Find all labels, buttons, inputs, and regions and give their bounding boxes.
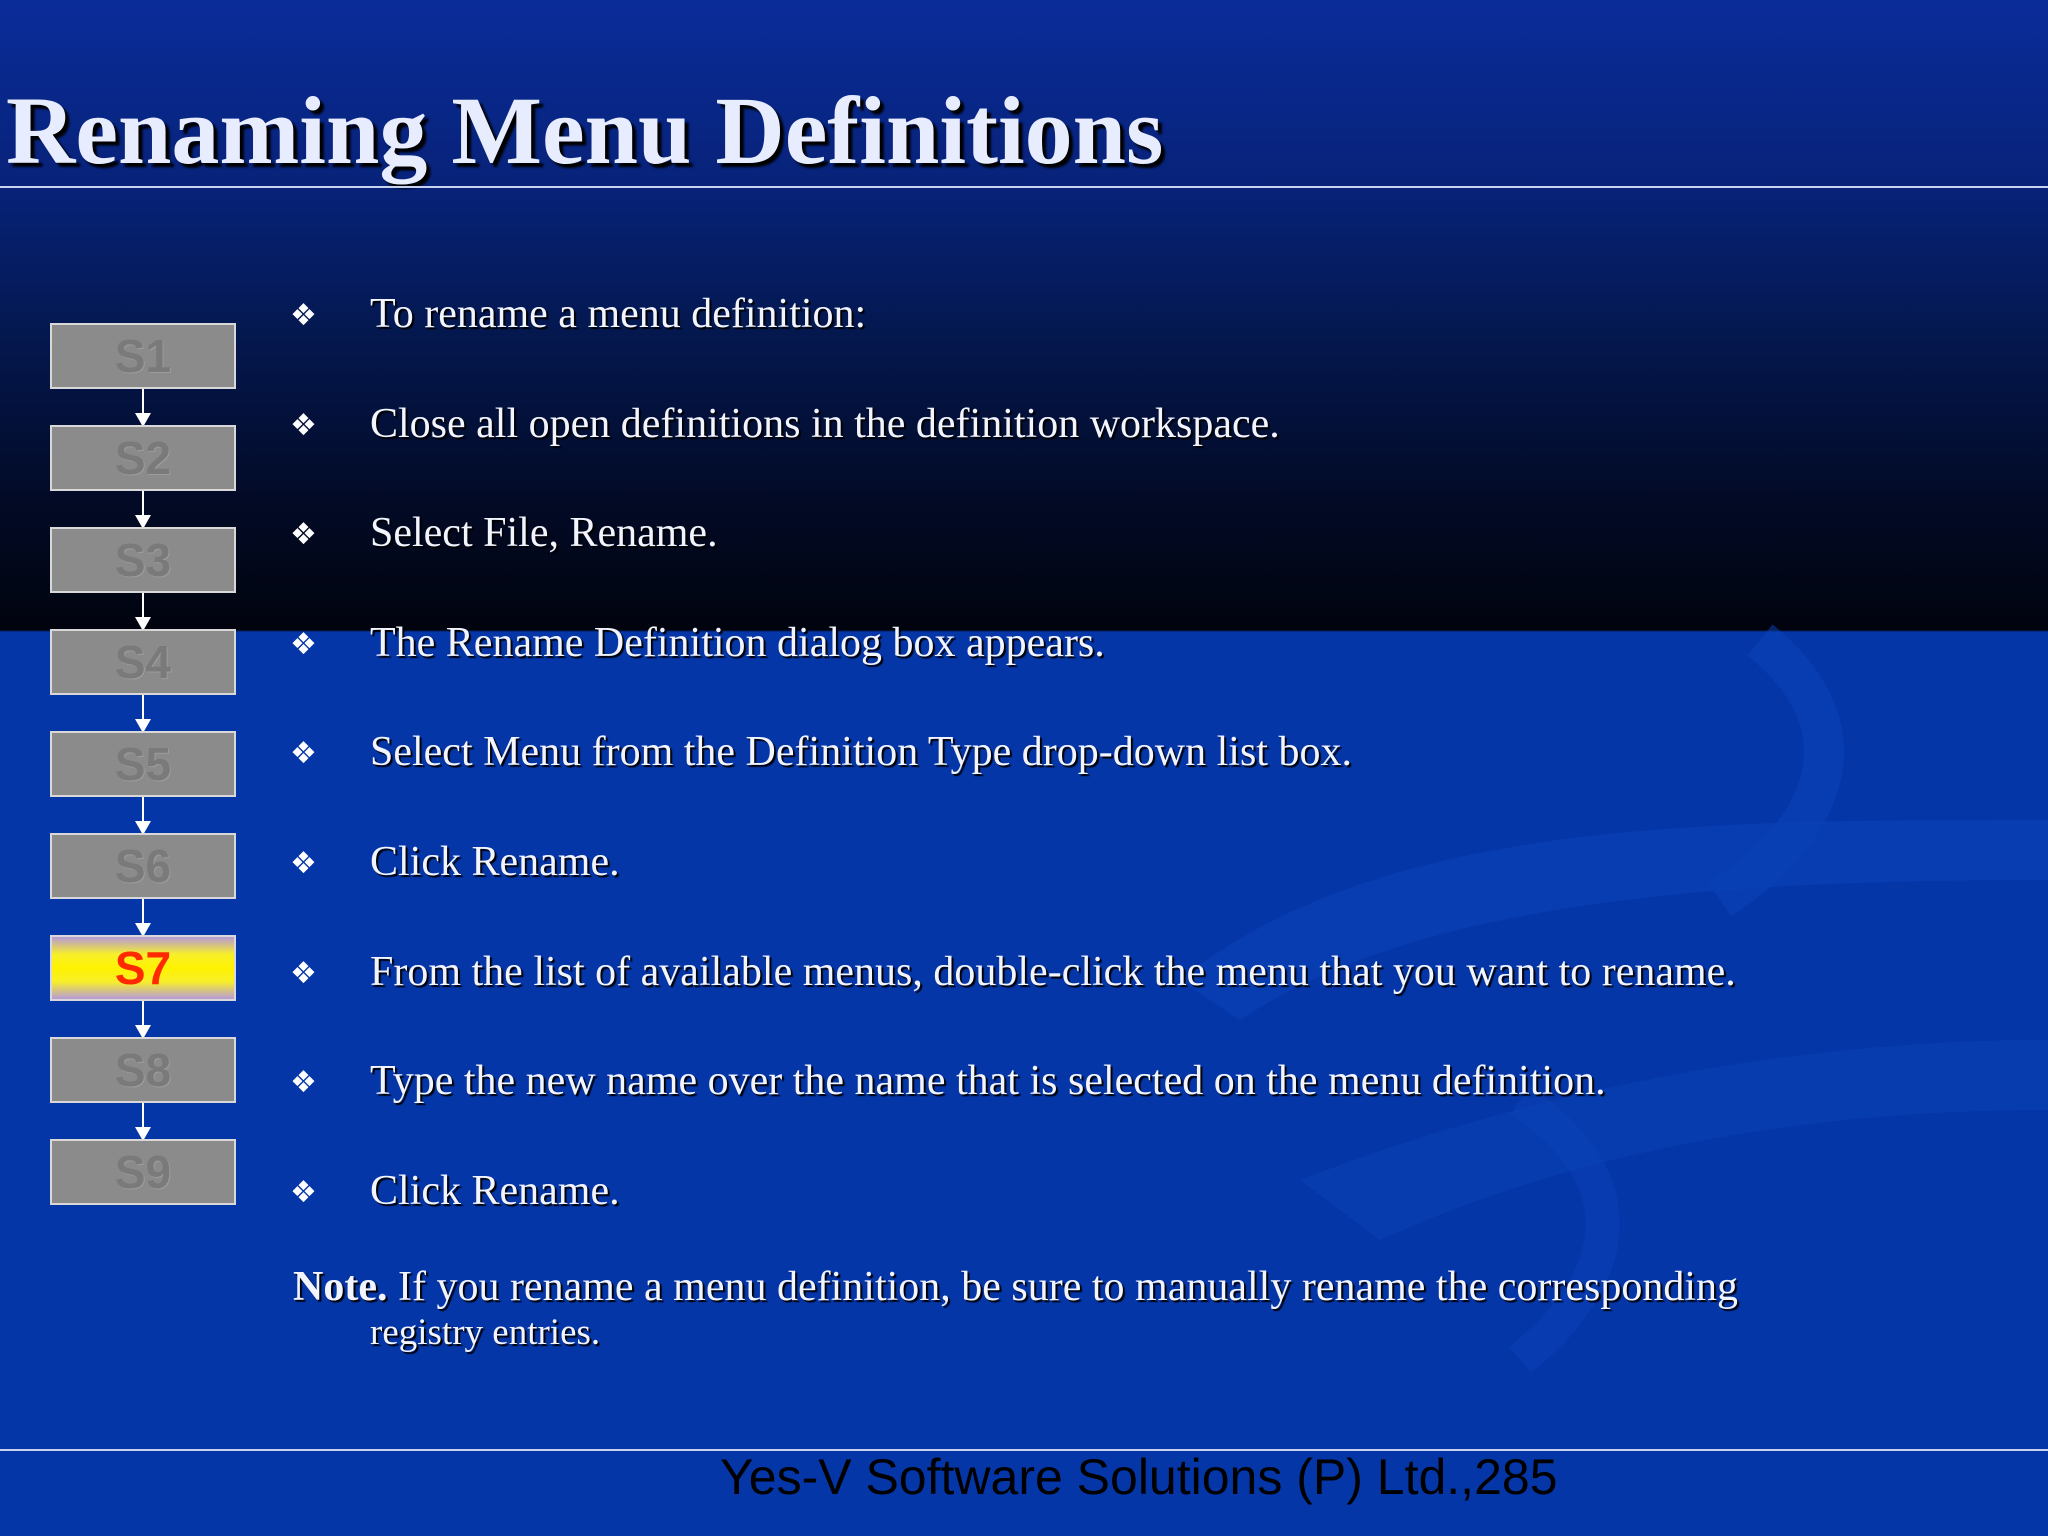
bullet-text: Click Rename. (370, 839, 620, 885)
step-box-s2: S2 (50, 425, 236, 491)
bullet-diamond-icon: ❖ (290, 736, 317, 771)
bullet-text: Select Menu from the Definition Type drop-down list box. (370, 729, 1352, 775)
bullet-text: Click Rename. (370, 1168, 620, 1214)
step-box-s8: S8 (50, 1037, 236, 1103)
step-arrow (142, 695, 144, 731)
bullet-text: To rename a menu definition: (370, 291, 867, 337)
step-box-s7: S7 (50, 935, 236, 1001)
note-text-line2: registry entries. (370, 1312, 601, 1353)
title-divider (0, 186, 2048, 188)
note-paragraph (293, 1264, 1853, 1356)
slide-title: Renaming Menu Definitions (6, 77, 1164, 184)
bullet-text: Close all open definitions in the definition workspace. (370, 401, 1280, 447)
bullet-diamond-icon: ❖ (290, 1175, 317, 1210)
step-arrow (142, 389, 144, 425)
bullet-text: Select File, Rename. (370, 510, 718, 556)
step-box-s3: S3 (50, 527, 236, 593)
step-arrow (142, 491, 144, 527)
footer-text: Yes-V Software Solutions (P) Ltd.,285 (720, 1449, 1558, 1505)
bullet-text: From the list of available menus, double-click the menu that you want to rename. (370, 949, 1736, 995)
step-box-s9: S9 (50, 1139, 236, 1205)
step-arrow (142, 1103, 144, 1139)
step-arrow (142, 593, 144, 629)
note-label: Note. (293, 1264, 388, 1310)
bullet-diamond-icon: ❖ (290, 517, 317, 552)
bullet-text: Type the new name over the name that is selected on the menu definition. (370, 1058, 1606, 1104)
step-arrow (142, 1001, 144, 1037)
step-box-s6: S6 (50, 833, 236, 899)
step-arrow (142, 899, 144, 935)
step-box-s1: S1 (50, 323, 236, 389)
bullet-text: The Rename Definition dialog box appears. (370, 620, 1105, 666)
step-box-s5: S5 (50, 731, 236, 797)
bullet-diamond-icon: ❖ (290, 1065, 317, 1100)
note-text-line1: If you rename a menu definition, be sure to manually rename the corresponding (397, 1264, 1739, 1310)
bullet-diamond-icon: ❖ (290, 627, 317, 662)
bullet-diamond-icon: ❖ (290, 846, 317, 881)
bullet-diamond-icon: ❖ (290, 298, 317, 333)
bullet-diamond-icon: ❖ (290, 408, 317, 443)
step-box-s4: S4 (50, 629, 236, 695)
step-arrow (142, 797, 144, 833)
bullet-diamond-icon: ❖ (290, 956, 317, 991)
